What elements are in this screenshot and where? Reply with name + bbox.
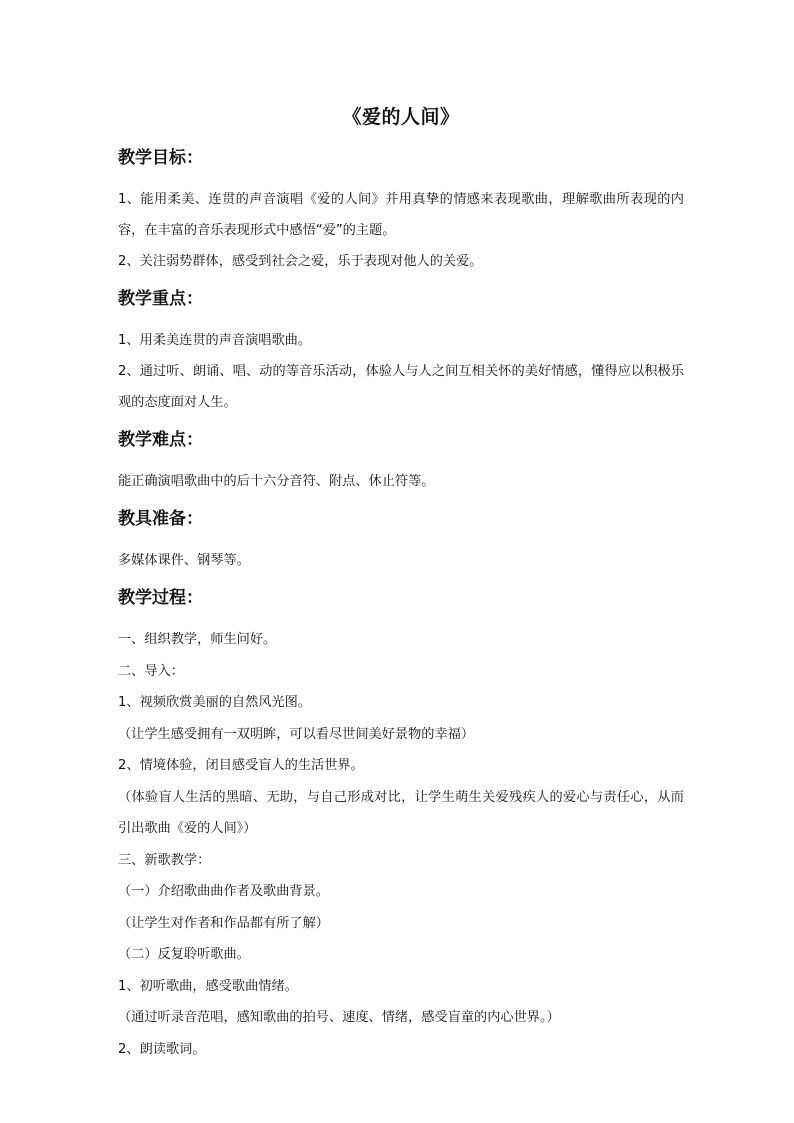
paragraph: 1、初听歌曲，感受歌曲情绪。 — [118, 978, 298, 994]
paragraph: 三、新歌教学： — [118, 852, 211, 868]
document-title: 《爱的人间》 — [342, 106, 460, 128]
section-teaching-aids — [118, 507, 684, 576]
section-teaching-process — [118, 586, 684, 1065]
paragraph: 多媒体课件、钢琴等。 — [118, 553, 250, 568]
paragraph: 二、导入： — [118, 663, 184, 679]
paragraph: 1、视频欣赏美丽的自然风光图。 — [118, 695, 312, 710]
section-teaching-difficulty — [118, 428, 684, 497]
paragraph: （通过听录音范唱，感知歌曲的拍号、速度、情绪，感受盲童的内心世界。） — [118, 1010, 560, 1025]
section-teaching-focus — [118, 287, 684, 418]
paragraph: 1、用柔美连贯的声音演唱歌曲。 — [118, 333, 312, 348]
section-teaching-goals — [118, 146, 684, 277]
paragraph: （让学生感受拥有一双明眸，可以看尽世间美好景物的幸福） — [118, 726, 475, 742]
section-heading: 教具准备： — [118, 509, 203, 529]
section-heading: 教学过程： — [118, 588, 203, 608]
document-page — [118, 104, 684, 1075]
paragraph: （二）反复聆听歌曲。 — [118, 947, 250, 962]
paragraph: 1、能用柔美、连贯的声音演唱《爱的人间》并用真挚的情感来表现歌曲，理解歌曲所表现的内容，在丰富的音乐表现形式中感悟“爱”的主题。 — [118, 192, 684, 238]
paragraph: 2、关注弱势群体，感受到社会之爱，乐于表现对他人的关爱。 — [118, 254, 483, 269]
paragraph: 能正确演唱歌曲中的后十六分音符、附点、休止符等。 — [118, 474, 435, 489]
paragraph: （一）介绍歌曲曲作者及歌曲背景。 — [118, 884, 329, 899]
section-heading: 教学目标： — [118, 148, 203, 168]
paragraph: 2、情境体验，闭目感受盲人的生活世界。 — [118, 758, 364, 773]
paragraph: 一、组织教学，师生问好。 — [118, 632, 277, 647]
section-heading: 教学重点： — [118, 289, 203, 309]
paragraph: （让学生对作者和作品都有所了解） — [118, 915, 329, 931]
section-heading: 教学难点： — [118, 430, 203, 450]
paragraph: 2、朗读歌词。 — [118, 1041, 206, 1057]
paragraph: （体验盲人生活的黑暗、无助，与自己形成对比，让学生萌生关爱残疾人的爱心与责任心，从而引出歌曲《爱的人间》） — [118, 789, 684, 836]
paragraph: 2、通过听、朗诵、唱、动的等音乐活动，体验人与人之间互相关怀的美好情感，懂得应以积极乐观的态度面对人生。 — [118, 364, 684, 410]
